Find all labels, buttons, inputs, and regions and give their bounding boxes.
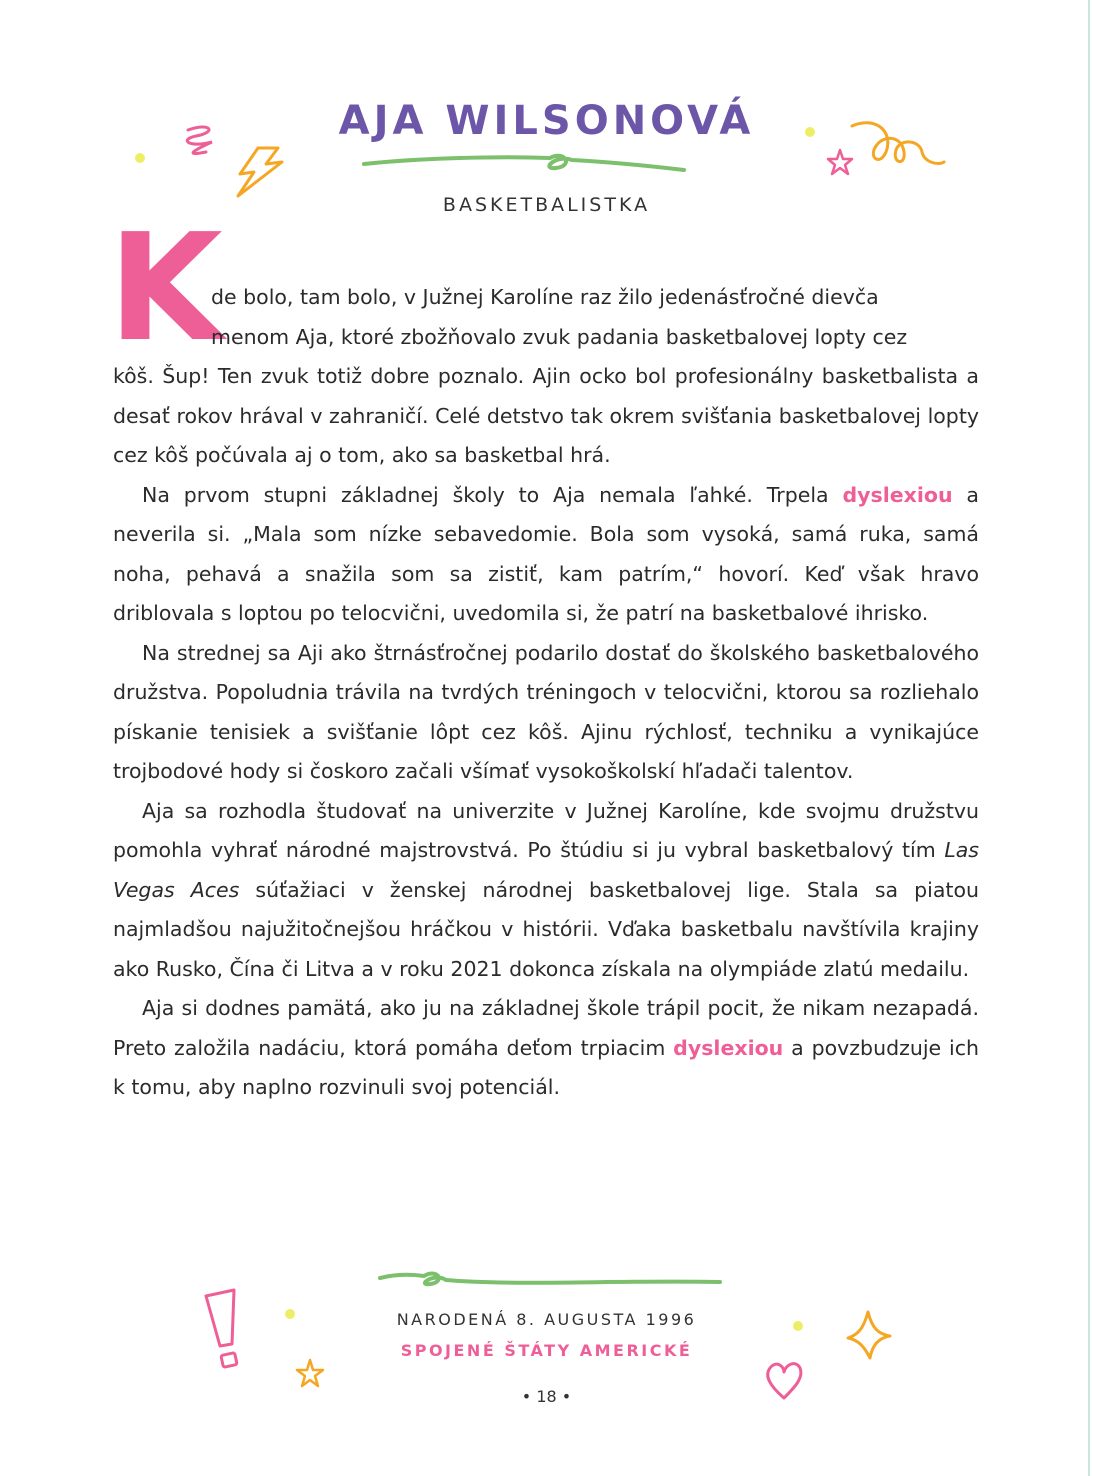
paragraph-3: Na strednej sa Aji ako štrnásťročnej podarilo dostať do školského basketbalového družstva. Popoludnia trávila na tvrdých tréningoch v telocvični, ktorou sa rozliehalo pískanie tenisiek a svišťanie lôpt cez kôš. Ajinu rýchlosť, techniku a vynikajúce trojbodové hody si čoskoro začali všímať vysokoškolskí hľadači talentov.: [113, 640, 979, 783]
footer-squiggle-line: [376, 1266, 726, 1296]
paragraph-5: Aja si dodnes pamätá, ako ju na základnej škole trápil pocit, že nikam nezapadá. Preto založila nadáciu, ktorá pomáha deťom trpiacim dyslexiou a povzbudzuje ich k tomu, aby naplno rozvinuli svoj potenciál.: [113, 996, 979, 1099]
page-edge-line: [1088, 0, 1090, 1476]
team-name: Las Vegas Aces: [113, 838, 979, 902]
paragraph-4: Aja sa rozhodla študovať na univerzite v Južnej Karolíne, kde svojmu družstvu pomohla vyhrať národné majstrovstvá. Po štúdiu si ju vybral basketbalový tím Las Vegas Aces súťažiaci v ženskej národnej basketbalovej lige. Stala sa piatou najmladšou najužitočnejšou hráčkou v histórii. Vďaka basketbalu navštívila krajiny ako Rusko, Čína či Litva a v roku 2021 dokonca získala na olympiáde zlatú medailu.: [113, 798, 979, 981]
yellow-dot-icon: [135, 153, 145, 163]
paragraph-1-line-1: de bolo, tam bolo, v Južnej Karolíne raz žilo jedenásťročné dievča: [211, 285, 879, 309]
birth-date: NARODENÁ 8. AUGUSTA 1996: [396, 1310, 697, 1329]
paragraph-1: [113, 278, 979, 476]
lightning-icon: [238, 148, 282, 196]
paragraph-1-rest: kôš. Šup! Ten zvuk totiž dobre poznalo. Ajin ocko bol profesionálny basketbalista a desať rokov hrával v zahraničí. Celé detstvo tak okrem svišťania basketbalovej lopty cez kôš počúvala aj o tom, ako sa basketbal hrá.: [113, 364, 979, 467]
title-squiggle-underline: [360, 148, 690, 178]
paragraph-1-line-2: menom Aja, ktoré zbožňovalo zvuk padania basketbalovej lopty cez: [211, 324, 908, 349]
highlight-term: dyslexiou: [673, 1035, 784, 1060]
article-body: [113, 278, 979, 1108]
footer-left-doodles: [198, 1284, 338, 1394]
paragraph-2: Na prvom stupni základnej školy to Aja nemala ľahké. Trpela dyslexiou a neverila si. „Mala som nízke sebavedomie. Bola som vysoká, samá ruka, samá noha, pehavá a snažila som sa zistiť, kam patrím,“ hovorí. Keď však hravo driblovala s loptou po telocvični, uvedomila si, že patrí na basketbalové ihrisko.: [113, 482, 979, 625]
birth-country: SPOJENÉ ŠTÁTY AMERICKÉ: [400, 1341, 693, 1360]
orange-star-icon: [297, 1360, 323, 1386]
page-title: AJA WILSONOVÁ: [338, 98, 755, 144]
pink-star-icon: [828, 150, 852, 174]
drop-cap-letter: K: [108, 202, 223, 374]
page-subtitle: BASKETBALISTKA: [442, 194, 651, 216]
highlight-term: dyslexiou: [842, 482, 953, 507]
page-number: • 18 •: [521, 1387, 572, 1406]
